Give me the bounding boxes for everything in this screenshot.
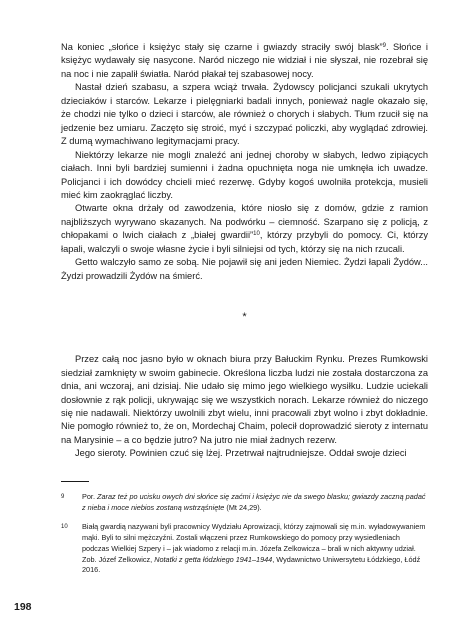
paragraph: Na koniec „słońce i księżyc stały się czarne i gwiazdy straciły swój blask”$^9$. Słońce i księżyc wydawały się nasycone. Naród niczego nie widział i nie słyszał, nie rozebrał się na noc i nie zapalił światła. Naród płakał tej szabasowej nocy. [61, 42, 428, 79]
footnote-number: 10 [61, 523, 68, 530]
main-text [61, 41, 428, 461]
footnote-ref-10: 10 [253, 231, 260, 238]
footnote-number: 9 [61, 494, 65, 500]
footnotes [61, 492, 428, 584]
footnote-ref-9: 9 [382, 43, 386, 49]
paragraph: Otwarte okna drżały od zawodzenia, które niosło się z domów, gdzie z ramion najbliższych wyrywano skazanych. Na podwórku – ciemność. Szarpano się z policją, z chłopakami o lwich ciałach z „białej gwardii”$^{10}$, którzy przybyli do pomocy. Ci, którzy łapali, walczyli o swoje własne życie i byli silniejsi od tych, którzy się na nich rzucali. [61, 203, 428, 254]
paragraph: Przez całą noc jasno było w oknach biura przy Bałuckim Rynku. Prezes Rumkowski siedział zamknięty w swoim gabinecie. Określona liczba ludzi nie została dostarczona za dnia, ani wczoraj, ani dzisiaj. Nie udało się mimo jego wielkiego wysiłku. Ludzie uciekali dosłownie z rąk policji, ukrywając się we wszystkich norach. Lekarze również do niczego się nie nadawali. Niektórzy uwolnili zbyt wielu, inni pracowali zbyt wolno i zbyt dokładnie. Nie pomogło również to, że on, Mordechaj Chaim, polecił doprowadzić sieroty z internatu na Marysinie – a co będzie jutro? Na jutro nie miał żadnych rezerw. [61, 354, 428, 445]
footnote-divider [61, 481, 89, 482]
page-number: 198 [14, 601, 32, 613]
paragraph: Nastał dzień szabasu, a szpera wciąż trwała. Żydowscy policjanci szukali ukrytych dzieciaków i starców. Lekarze i pielęgniarki badali innych, ponieważ nagle okazało się, że chodzi nie tylko o dzieci i starców, ale również o chorych i słabych. Tłum rzucił się na jedzenie bez umiaru. Zaczęto się stroić, myć i szczypać policzki, aby wyglądać zdrowiej. Z dumą wymachiwano legitymacjami pracy. [61, 82, 428, 147]
paragraph: Niektórzy lekarze nie mogli znaleźć ani jednej choroby w słabych, ledwo zipiących ciałach. Inni byli bardziej sumienni i żadna opuchnięta noga nie umknęła ich uwadze. Policjanci i ich dowódcy chcieli mieć rezerwę. Gdyby kogoś uwolniła protekcja, musieli mieć kim zaokrąglać liczby. [61, 149, 428, 200]
footnote-9: 9 Por. Zaraz też po ucisku owych dni słońce się zaćmi i księżyc nie da swego blasku; gwiazdy zaczną padać z nieba i moce niebios zostaną wstrząśnięte (Mt 24,29). [61, 492, 426, 512]
footnote-10: 10 Białą gwardią nazywani byli pracownicy Wydziału Aprowizacji, którzy zajmowali się m.in. wyładowywaniem mąki. Byli to silni mężczyźni. Zostali włączeni przez Rumkowskiego do pomocy przy wysiedleniach podczas Wielkiej Szpery i – jak wiadomo z relacji m.in. Józefa Zelkowicza – brali w nich aktywny udział. Zob. Józef Zelkowicz, Notatki z getta łódzkiego 1941–1944, Wydawnictwo Uniwersytetu Łódzkiego, Łódź 2016. [61, 521, 426, 575]
paragraph: Getto walczyło samo ze sobą. Nie pojawił się ani jeden Niemiec. Żydzi łapali Żydów... Żydzi prowadzili Żydów na śmierć. [61, 257, 428, 281]
paragraph: Jego sieroty. Powinien czuć się lżej. Przetrwał najtrudniejsze. Oddał swoje dzieci [75, 448, 407, 459]
section-separator-asterisk: * [242, 311, 247, 324]
